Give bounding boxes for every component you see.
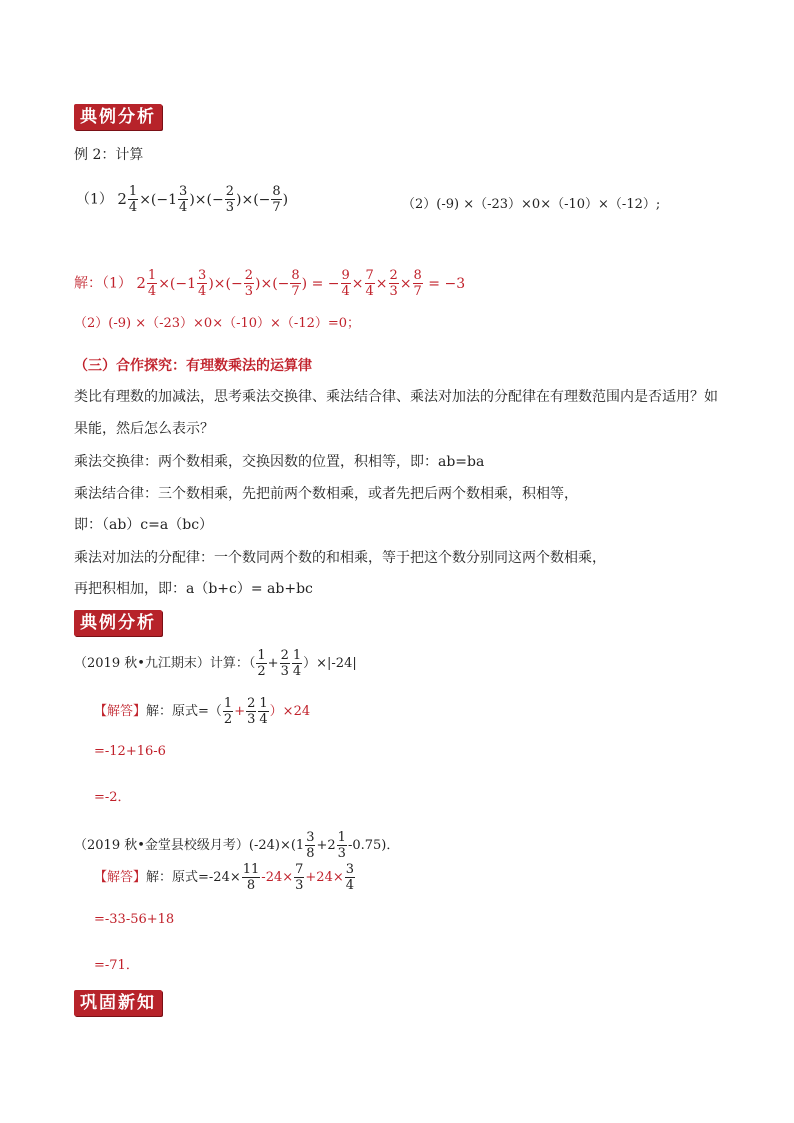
associative-formula: 即：（ab）c=a（bc） <box>74 517 214 533</box>
problem-2-prefix: （2019 秋•金堂县校级月考）(-24)×(1 <box>74 838 305 853</box>
math-expression: 2 $\frac{1}{4}$ ×(−1 $\frac{3}{4}$ )×(− $\frac{2}{3}$ )×(− $\frac{8}{7}$ ) <box>117 184 289 215</box>
example-analysis-banner: 典例分析 <box>74 104 162 130</box>
problem-1-answer: 【解答】解：原式=（ $\frac{1}{2}$ + $\frac{2}{3}$ $\frac{1}{4}$ ）×24 <box>94 696 311 727</box>
problem-2-step-2: =-71． <box>94 958 139 973</box>
intro-line-1: 类比有理数的加减法，思考乘法交换律、乘法结合律、乘法对加法的分配律在有理数范围内是否适用？如 <box>74 389 718 405</box>
problem-1-step-1: =-12+16-6 <box>94 744 166 759</box>
associative-law: 乘法结合律：三个数相乘，先把前两个数相乘，或者先把后两个数相乘，积相等， <box>74 486 578 502</box>
ex2-solution-2: （2）(-9) ×（-23）×0×（-10）×（-12）=0； <box>74 316 361 331</box>
problem-1-step-2: =-2． <box>94 790 131 805</box>
commutative-law: 乘法交换律：两个数相乘，交换因数的位置，积相等，即：ab=ba <box>74 454 485 470</box>
problem-2-step-1: =-33-56+18 <box>94 912 175 927</box>
ex2-problem-2: （2）(-9) ×（-23）×0×（-10）×（-12）; <box>402 197 661 212</box>
problem-2: （2019 秋•金堂县校级月考）(-24)×(1 $\frac{3}{8}$ +2 $\frac{1}{3}$ -0.75)． <box>74 830 400 861</box>
example-2-title: 例 2：计算 <box>74 147 144 163</box>
problem-1-suffix: ）×|-24| <box>303 656 357 671</box>
intro-line-2: 果能，然后怎么表示？ <box>74 421 214 437</box>
problem-1: （2019 秋•九江期末）计算：（ $\frac{1}{2}$ + $\frac{2}{3}$ $\frac{1}{4}$ ）×|-24| <box>74 648 357 679</box>
answer-prefix: 解：原式=-24× <box>146 870 241 885</box>
ex2-problem-1 <box>76 184 288 215</box>
solution-label: 解：（1） <box>74 275 132 292</box>
section-heading: （三）合作探究：有理数乘法的运算律 <box>74 358 312 374</box>
answer-suffix: ）×24 <box>269 704 311 719</box>
answer-mid-2: +24× <box>305 870 344 885</box>
problem-2-answer: 【解答】解：原式=-24× $\frac{11}{8}$ -24× $\frac{7}{3}$ +24× $\frac{3}{4}$ <box>94 862 355 893</box>
distributive-law: 乘法对加法的分配律：一个数同两个数的和相乘，等于把这个数分别同这两个数相乘， <box>74 550 606 566</box>
answer-tag: 【解答】 <box>94 870 147 885</box>
problem-1-prefix: （2019 秋•九江期末）计算：（ <box>74 656 256 671</box>
problem-2-suffix: -0.75)． <box>347 838 400 853</box>
answer-prefix: 解：原式=（ <box>146 704 222 719</box>
math-expression: 2 $\frac{1}{4}$ ×(−1 $\frac{3}{4}$ )×(− $\frac{2}{3}$ )×(− $\frac{8}{7}$ ) = − $\frac{9}{4}$ × $\frac{7}{4}$ × $\frac{2}{3}$ × $\frac{8}{7}$ = −3 <box>136 268 466 299</box>
answer-mid-1: -24× <box>261 870 294 885</box>
ex2-solution-1 <box>74 268 465 299</box>
label: （1） <box>76 191 113 208</box>
problem-2-mid: +2 <box>316 838 336 853</box>
distributive-formula: 再把积相加，即：a（b+c）= ab+bc <box>74 581 313 597</box>
consolidate-banner: 巩固新知 <box>74 990 162 1016</box>
example-analysis-banner-2: 典例分析 <box>74 610 162 636</box>
answer-tag: 【解答】 <box>94 704 147 719</box>
